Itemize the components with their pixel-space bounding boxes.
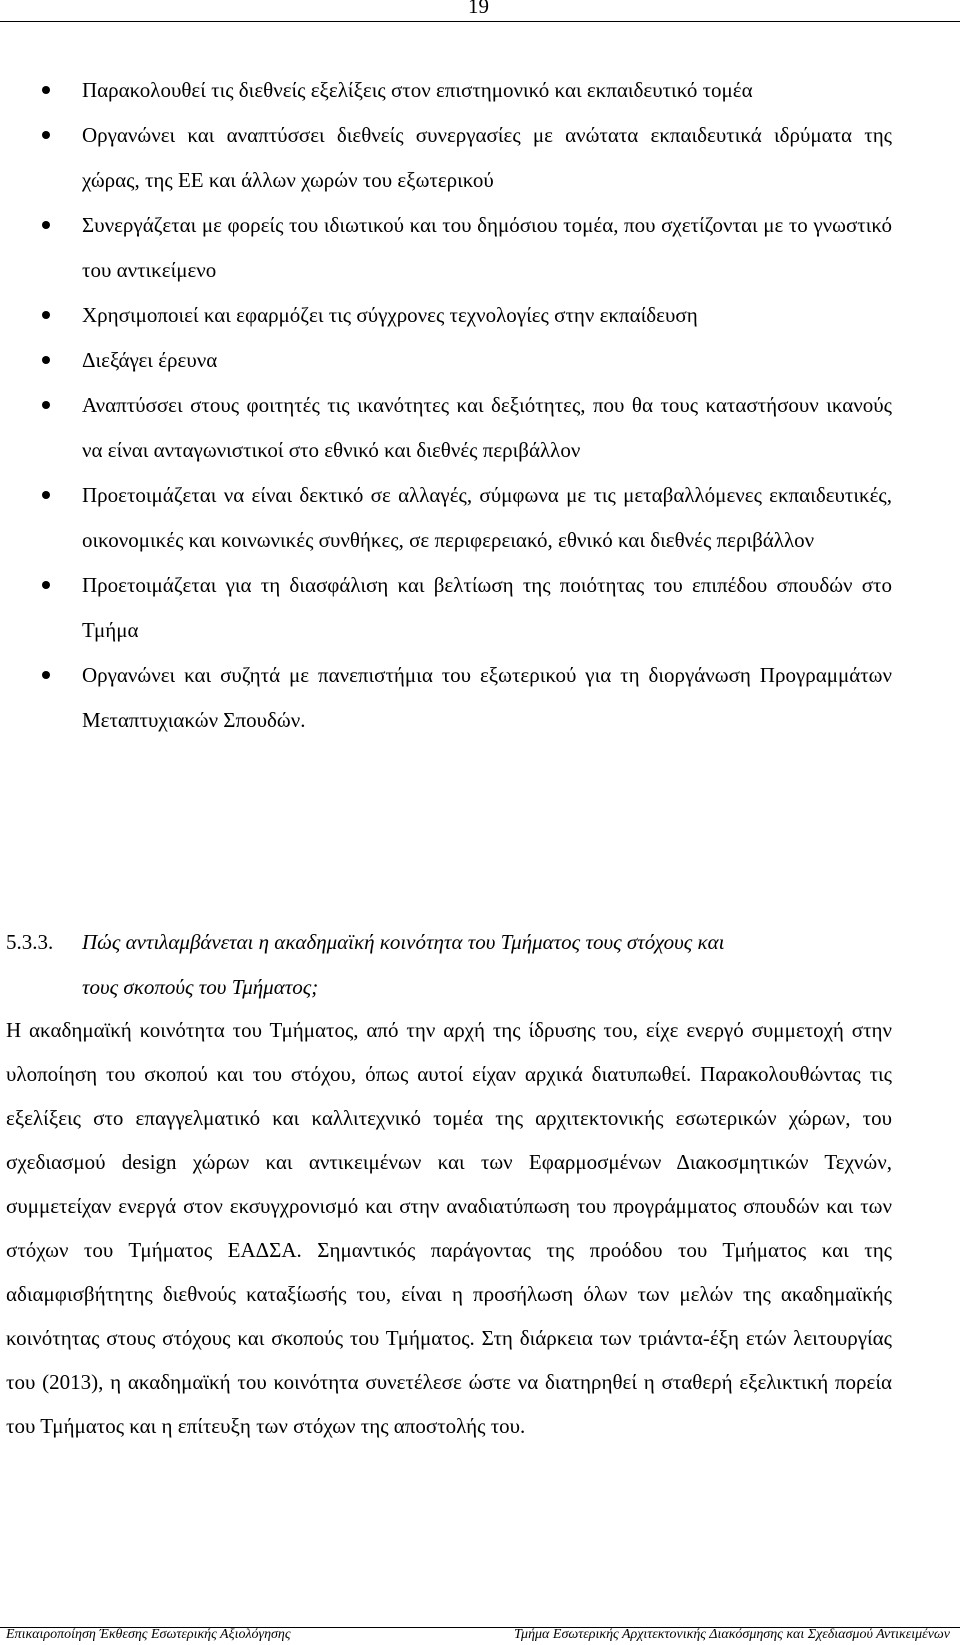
section-number: 5.3.3. (6, 930, 54, 954)
bullet-item: Οργανώνει και συζητά με πανεπιστήμια του εξωτερικού για τη διοργάνωση Προγραμμάτων Μεταπτυχιακών Σπουδών. (0, 653, 892, 743)
bullet-item: Διεξάγει έρευνα (0, 338, 892, 383)
objectives-bullet-list (0, 68, 960, 743)
footer-right-text: Τμήμα Εσωτερικής Αρχιτεκτονικής Διακόσμησης και Σχεδιασμού Αντικειμένων (514, 1627, 950, 1642)
section-title-line1: Πώς αντιλαμβάνεται η ακαδημαϊκή κοινότητα του Τμήματος τους στόχους και (82, 930, 725, 954)
bullet-item: Συνεργάζεται με φορείς του ιδιωτικού και του δημόσιου τομέα, που σχετίζονται με το γνωστικό του αντικείμενο (0, 203, 892, 293)
header-rule (0, 21, 960, 22)
page-number: 19 (468, 0, 489, 18)
bullet-item: Αναπτύσσει στους φοιτητές τις ικανότητες και δεξιότητες, που θα τους καταστήσουν ικανούς να είναι ανταγωνιστικοί στο εθνικό και διεθνές περιβάλλον (0, 383, 892, 473)
section-title-line2: τους σκοπούς του Τμήματος; (82, 975, 319, 999)
footer-left-text: Επικαιροποίηση Έκθεσης Εσωτερικής Αξιολόγησης (6, 1627, 291, 1642)
bullet-item: Προετοιμάζεται για τη διασφάλιση και βελτίωση της ποιότητας του επιπέδου σπουδών στο Τμήμα (0, 563, 892, 653)
section-heading (6, 920, 892, 1010)
bullet-item: Οργανώνει και αναπτύσσει διεθνείς συνεργασίες με ανώτατα εκπαιδευτικά ιδρύματα της χώρας, της ΕΕ και άλλων χωρών του εξωτερικού (0, 113, 892, 203)
body-paragraph: Η ακαδημαϊκή κοινότητα του Τμήματος, από την αρχή της ίδρυσης του, είχε ενεργό συμμετοχή στην υλοποίηση του σκοπού και του στόχου, όπως αυτοί είχαν αρχικά διατυπωθεί. Παρακολουθώντας τις εξελίξεις στο επαγγελματικό και καλλιτεχνικό τομέα της αρχιτεκτονικής εσωτερικών χώρων, του σχεδιασμού design χώρων και αντικειμένων και των Εφαρμοσμένων Διακοσμητικών Τεχνών, συμμετείχαν ενεργά στον εκσυγχρονισμό και στην αναδιατύπωση του προγράμματος σπουδών και των στόχων του Τμήματος ΕΑΔΣΑ. Σημαντικός παράγοντας της προόδου του Τμήματος και της αδιαμφισβήτητης διεθνούς καταξίωσής του, είναι η προσήλωση όλων των μελών της ακαδημαϊκής κοινότητας στους στόχους και σκοπούς του Τμήματος. Στη διάρκεια των τριάντα-έξη ετών λειτουργίας του (2013), η ακαδημαϊκή του κοινότητα συνετέλεσε ώστε να διατηρηθεί η σταθερή εξελικτική πορεία του Τμήματος και η επίτευξη των στόχων της αποστολής του. (6, 1018, 892, 1438)
bullet-item: Παρακολουθεί τις διεθνείς εξελίξεις στον επιστημονικό και εκπαιδευτικό τομέα (0, 68, 892, 113)
bullet-item: Χρησιμοποιεί και εφαρμόζει τις σύγχρονες τεχνολογίες στην εκπαίδευση (0, 293, 892, 338)
bullet-item: Προετοιμάζεται να είναι δεκτικό σε αλλαγές, σύμφωνα με τις μεταβαλλόμενες εκπαιδευτικές, οικονομικές και κοινωνικές συνθήκες, σε περιφερειακό, εθνικό και διεθνές περιβάλλον (0, 473, 892, 563)
